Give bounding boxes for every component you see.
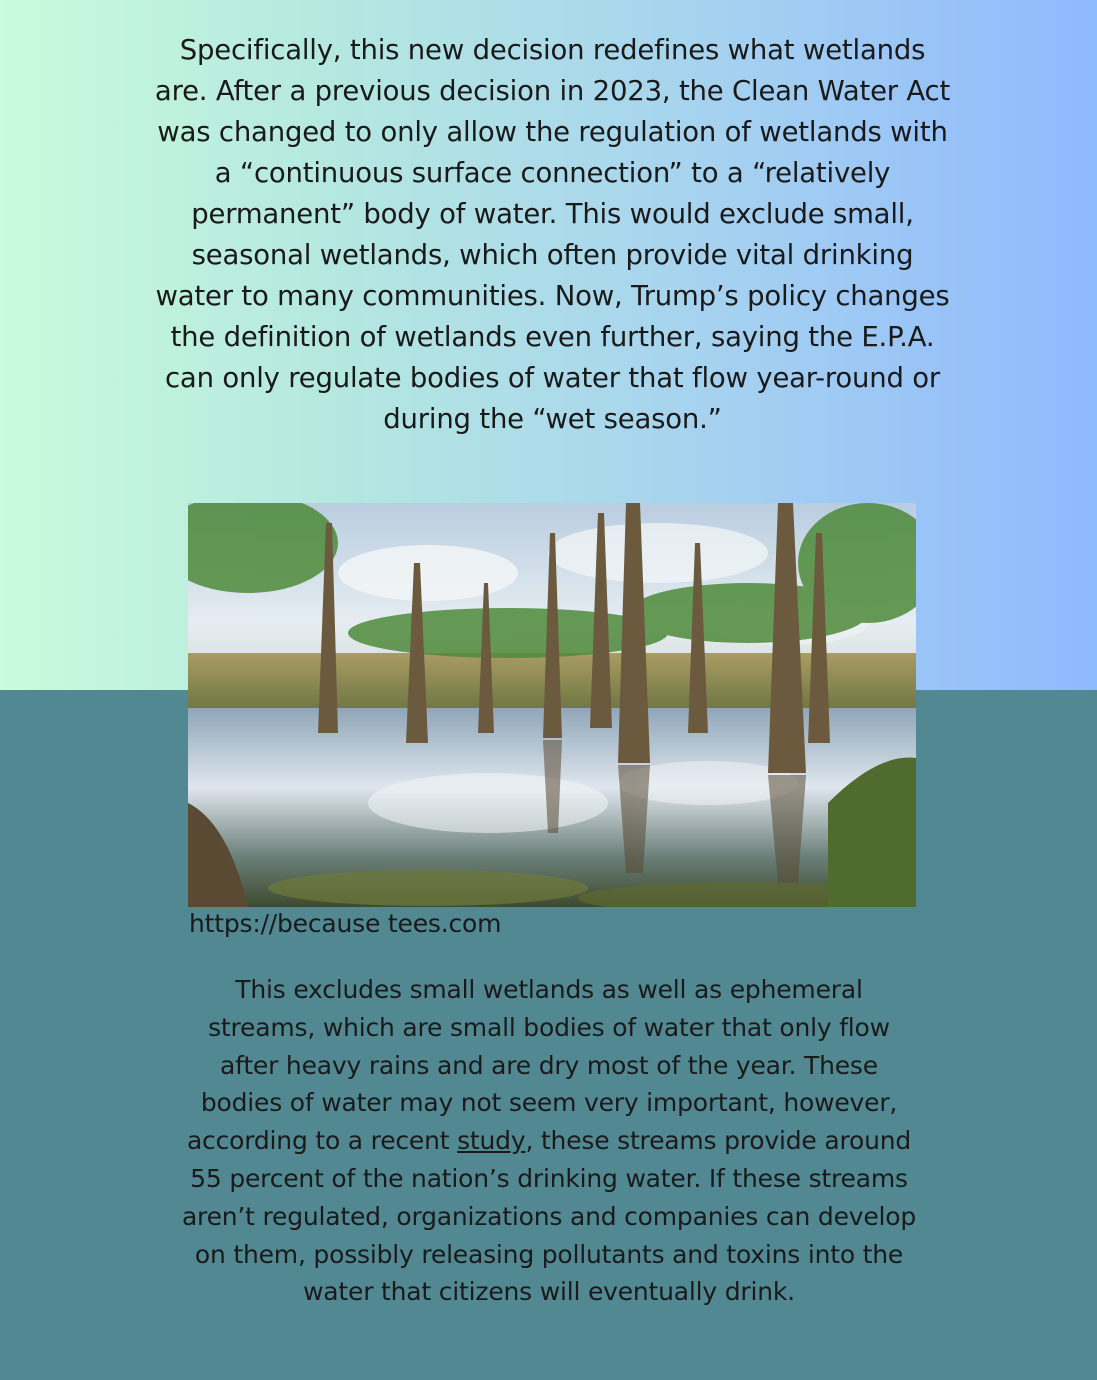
body-text-after-link: , these streams provide around 55 percent of the nation’s drinking water. If these streams aren’t regulated, organizations and companies can develop on them, possibly releasing pollutants and toxins into the water that citizens will eventually drink. <box>181 1126 917 1307</box>
body-text-before-link: This excludes small wetlands as well as ephemeral streams, which are small bodies of water that only flow after heavy rains and are dry most of the year. These bodies of water may not seem very important, however, according to a recent <box>186 975 898 1156</box>
image-credit: https://because tees.com <box>189 909 502 938</box>
intro-paragraph: Specifically, this new decision redefines what wetlands are. After a previous decision in 2023, the Clean Water Act was changed to only allow the regulation of wetlands with a “continuous surface connection” to a “relatively permanent” body of water. This would exclude small, seasonal wetlands, which often provide vital drinking water to many communities. Now, Trump’s policy changes the definition of wetlands even further, saying the E.P.A. can only regulate bodies of water that flow year-round or during the “wet season.” <box>154 34 951 435</box>
study-link[interactable]: study <box>457 1126 526 1156</box>
body-paragraph <box>178 971 920 1311</box>
cypress-swamp-photo <box>188 503 916 907</box>
